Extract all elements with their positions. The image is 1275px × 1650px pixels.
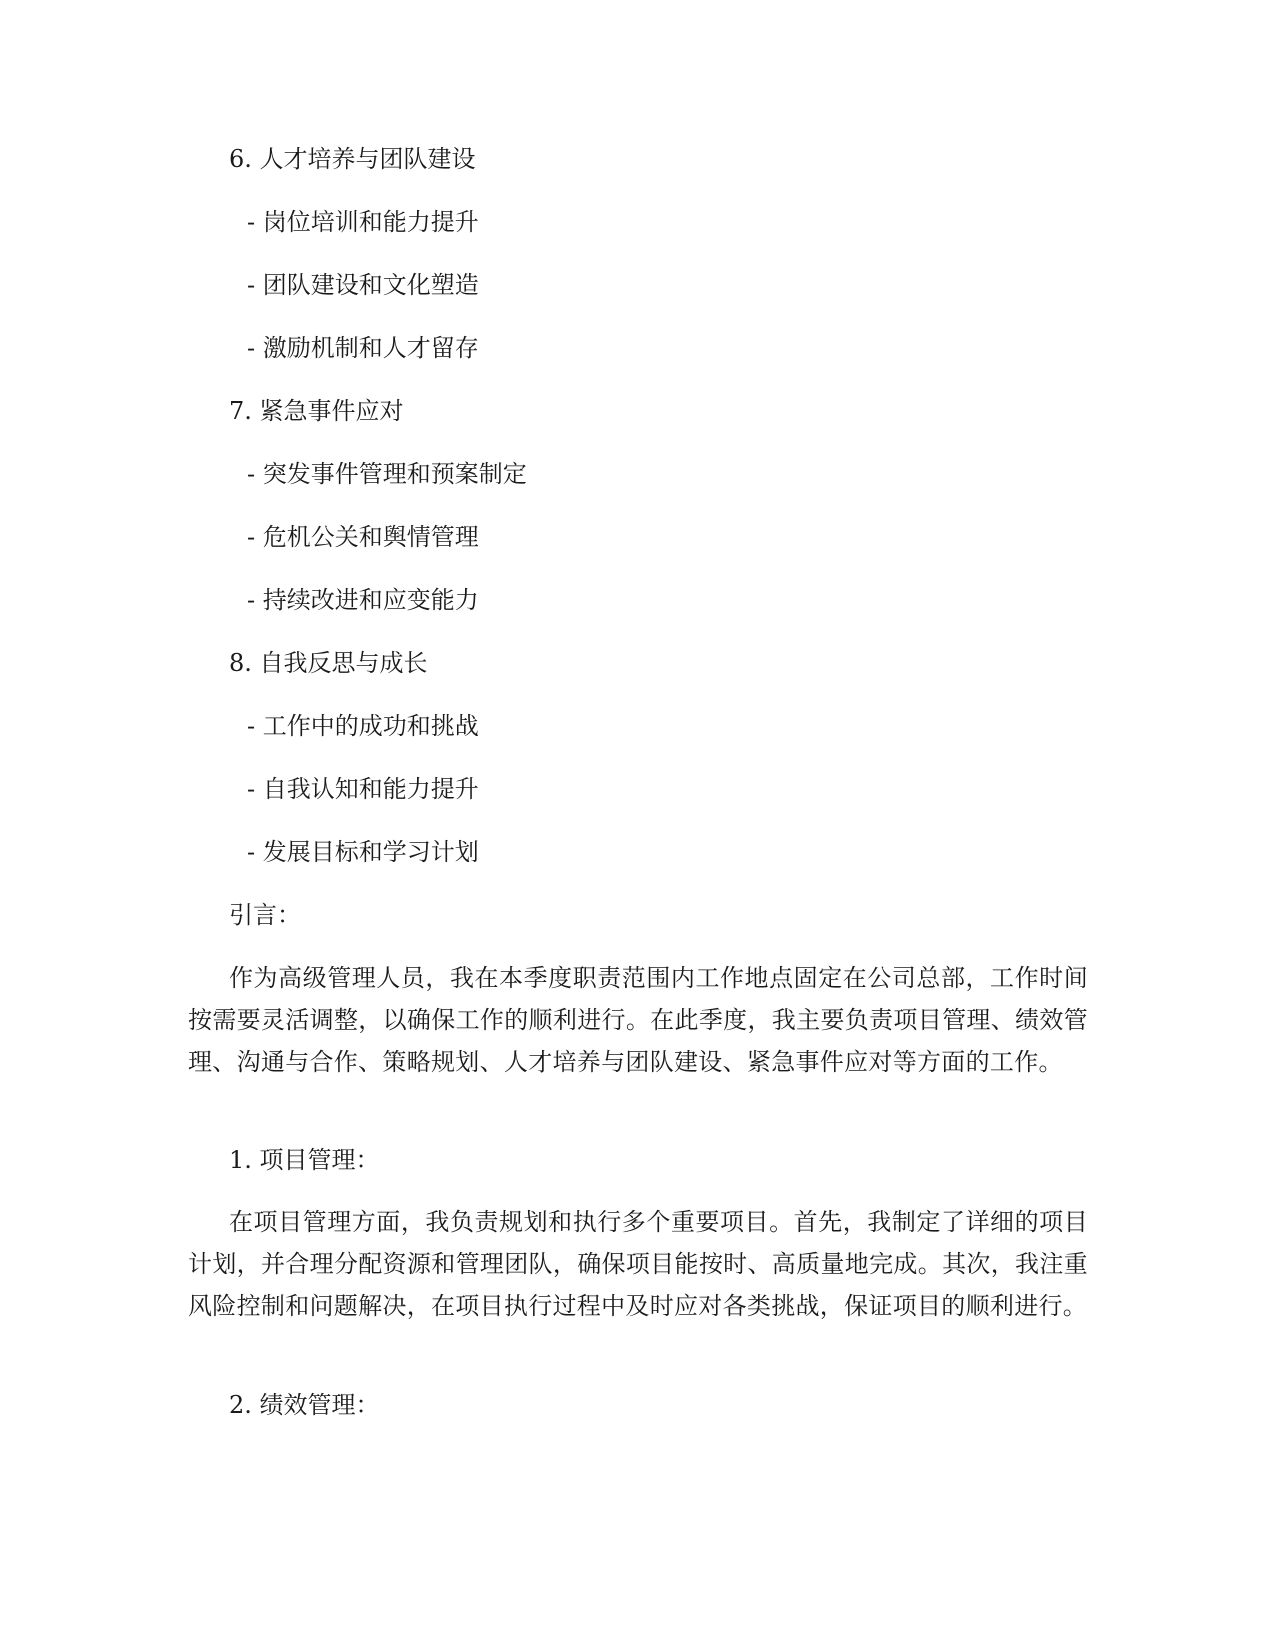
section-6-item-3: - 激励机制和人才留存 [247,334,479,362]
section-6-item-2: - 团队建设和文化塑造 [247,271,479,299]
section-8-item-3: - 发展目标和学习计划 [247,838,479,866]
performance-management-heading: 2. 绩效管理： [229,1391,380,1419]
project-management-heading: 1. 项目管理： [229,1146,380,1174]
section-6-heading: 6. 人才培养与团队建设 [229,145,476,173]
section-8-item-1: - 工作中的成功和挑战 [247,712,479,740]
section-6-item-1: - 岗位培训和能力提升 [247,208,479,236]
section-8-item-2: - 自我认知和能力提升 [247,775,479,803]
section-7-item-1: - 突发事件管理和预案制定 [247,460,527,488]
intro-label: 引言： [229,901,301,929]
section-8-heading: 8. 自我反思与成长 [229,649,428,677]
project-management-paragraph: 在项目管理方面，我负责规划和执行多个重要项目。首先，我制定了详细的项目计划，并合理分配资源和管理团队，确保项目能按时、高质量地完成。其次，我注重风险控制和问题解决，在项目执行过程中及时应对各类挑战，保证项目的顺利进行。 [188,1208,1088,1320]
section-7-heading: 7. 紧急事件应对 [229,397,404,425]
section-7-item-3: - 持续改进和应变能力 [247,586,479,614]
section-7-item-2: - 危机公关和舆情管理 [247,523,479,551]
intro-paragraph: 作为高级管理人员，我在本季度职责范围内工作地点固定在公司总部，工作时间按需要灵活调整，以确保工作的顺利进行。在此季度，我主要负责项目管理、绩效管理、沟通与合作、策略规划、人才培养与团队建设、紧急事件应对等方面的工作。 [188,964,1088,1076]
